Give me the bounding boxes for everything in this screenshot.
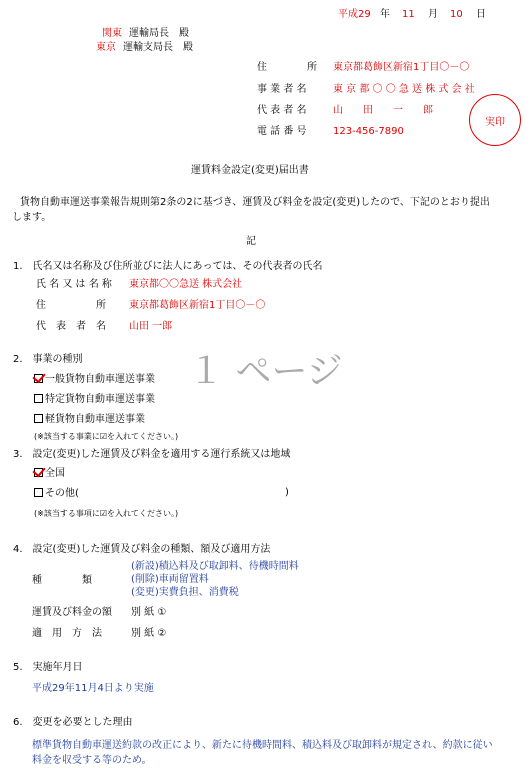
seal-text: 実印 (485, 117, 505, 128)
date-month-unit: 月 (428, 9, 438, 20)
applicant-phone-value: 123-456-7890 (333, 126, 404, 137)
applicant-rep-value: 山 田 一 郎 (333, 105, 433, 116)
s3-note: (※該当する事項に☑を入れてください。) (34, 509, 179, 518)
s4-kind-3: (変更)実費負担、消費税 (131, 587, 239, 598)
s2-option-2[interactable] (34, 394, 155, 405)
date-day-unit: 日 (476, 9, 486, 20)
applicant-address-label: 住 所 (257, 62, 317, 73)
s3-option-1[interactable] (34, 468, 65, 479)
applicant-company-value: 東 京 都 〇 〇 急 送 株 式 会 社 (333, 84, 475, 95)
s2-note: (※該当する事業に☑を入れてください。) (34, 432, 179, 441)
checkbox-icon[interactable] (34, 414, 43, 423)
s2-option-1[interactable] (34, 374, 155, 385)
checkbox-icon[interactable] (34, 394, 43, 403)
date-era-year: 平成29 (338, 9, 371, 20)
section5-heading: 5. 実施年月日 (13, 662, 83, 673)
document-title: 運賃料金設定(変更)届出書 (191, 165, 309, 176)
section2-heading: 2. 事業の種別 (13, 354, 83, 365)
s1-rep-value: 山田 一郎 (129, 321, 173, 332)
addressee-title-2: 運輸支局長 殿 (123, 42, 193, 53)
intro-text: 貨物自動車運送事業報告規則第2条の2に基づき、運賃及び料金を設定(変更)したので、下記のとおり提出します。 (12, 197, 490, 223)
addressee-region-1: 関東 (102, 28, 122, 39)
s4-kind-2: (削除)車両留置料 (131, 574, 209, 585)
s3-option-2-close: ) (285, 487, 289, 498)
date-day: 10 (450, 9, 463, 20)
applicant-rep-label: 代 表 者 名 (257, 105, 307, 116)
s4-amount-value: 別 紙 ① (131, 607, 167, 618)
s2-option-3-label: 軽貨物自動車運送事業 (45, 414, 145, 425)
s6-value: 標準貨物自動車運送約款の改正により、新たに待機時間料、積込料及び取卸料が規定され、約款に従い料金を収受する等のため。 (32, 740, 493, 766)
s3-option-1-label: 全国 (45, 468, 65, 479)
checkbox-checked-icon[interactable] (34, 374, 43, 383)
ki-heading: 記 (246, 236, 256, 247)
s4-method-value: 別 紙 ② (131, 628, 167, 639)
addressee-region-2: 東京 (96, 42, 116, 53)
s5-value: 平成29年11月4日より実施 (32, 683, 154, 694)
addressee-title-1: 運輸局長 殿 (129, 28, 189, 39)
applicant-company-label: 事 業 者 名 (257, 84, 307, 95)
s1-address-label: 住 所 (36, 300, 106, 311)
section3-heading: 3. 設定(変更)した運賃及び料金を適用する運行系統又は地域 (13, 449, 291, 460)
section6-heading: 6. 変更を必要とした理由 (13, 717, 133, 728)
s2-option-3[interactable] (34, 414, 145, 425)
s4-method-label: 適 用 方 法 (32, 628, 102, 639)
page-watermark: １ ページ (188, 351, 343, 392)
applicant-phone-label: 電 話 番 号 (257, 126, 307, 137)
checkbox-icon[interactable] (34, 488, 43, 497)
seal-stamp (469, 94, 521, 146)
date-year-unit: 年 (380, 9, 390, 20)
s3-option-2[interactable] (34, 488, 79, 499)
date-month: 11 (402, 9, 415, 20)
s3-option-2-label: その他( (45, 488, 79, 499)
s2-option-1-label: 一般貨物自動車運送事業 (45, 374, 155, 385)
applicant-address-value: 東京都葛飾区新宿1丁目〇－〇 (333, 62, 470, 73)
s1-address-value: 東京都葛飾区新宿1丁目〇－〇 (129, 300, 266, 311)
section4-heading: 4. 設定(変更)した運賃及び料金の種類、額及び適用方法 (13, 544, 271, 555)
s4-kind-label: 種 類 (32, 575, 92, 586)
s1-name-label: 氏 名 又 は 名 称 (36, 279, 112, 290)
s2-option-2-label: 特定貨物自動車運送事業 (45, 394, 155, 405)
s4-amount-label: 運賃及び料金の額 (32, 607, 112, 618)
section1-heading: 1. 氏名又は名称及び住所並びに法人にあっては、その代表者の氏名 (13, 261, 323, 272)
s4-kind-1: (新設)積込料及び取卸料、待機時間料 (131, 561, 299, 572)
s1-rep-label: 代 表 者 名 (36, 321, 106, 332)
s1-name-value: 東京都〇〇急送 株式会社 (129, 279, 243, 290)
checkbox-checked-icon[interactable] (34, 468, 43, 477)
